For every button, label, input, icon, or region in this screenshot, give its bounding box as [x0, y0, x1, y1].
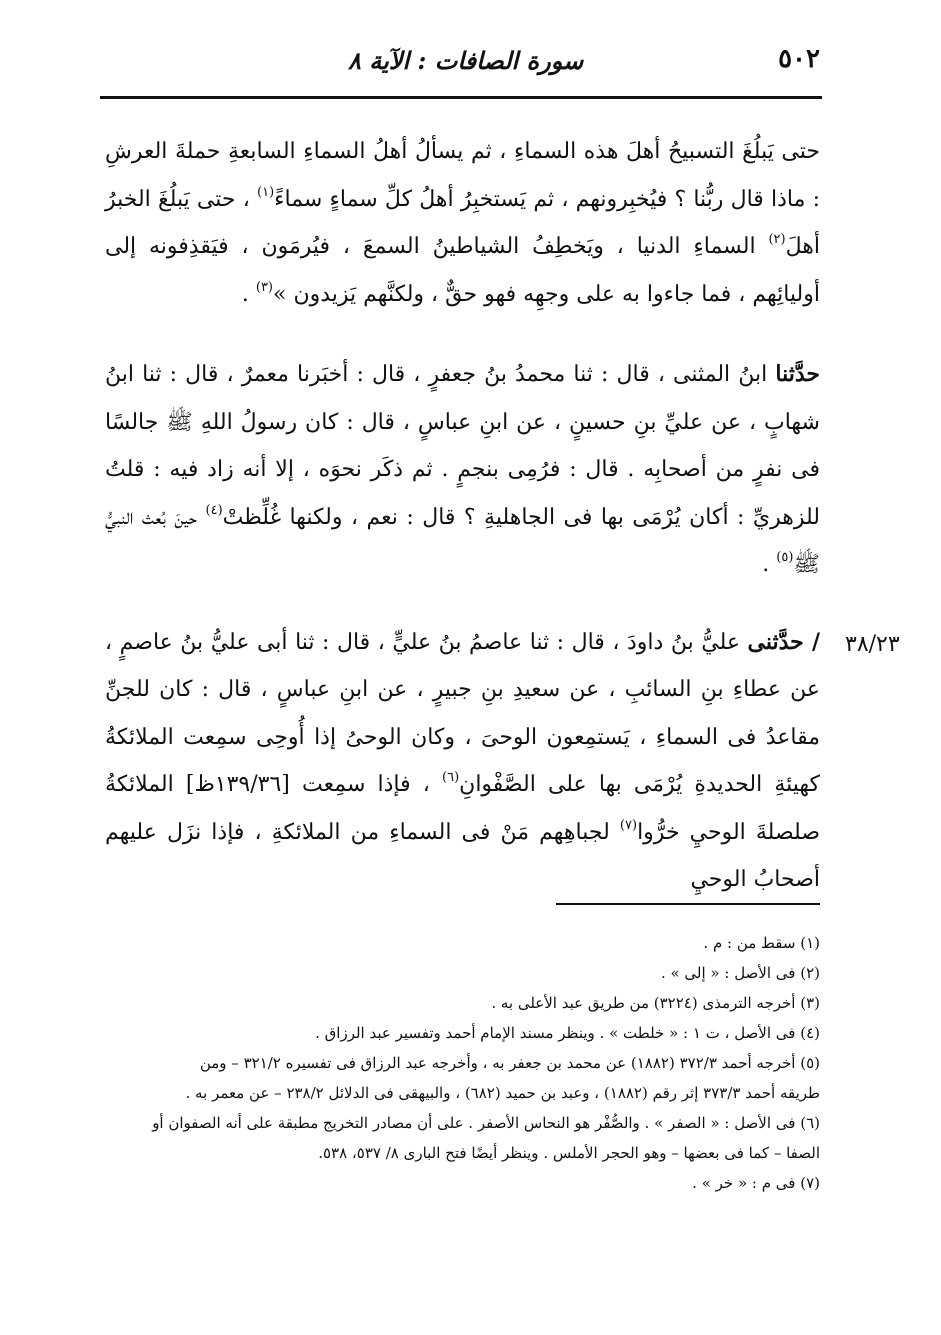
text-line: السماءِ الدنيا ، ويَخطِفُ الشياطينُ السمعَ ، فيُرمَون ، فيَقذِفونه إلى أوليائِهم ،	[105, 234, 820, 307]
footnotes	[105, 928, 820, 1198]
text-line: عن عطاءِ بنِ السائبِ ، عن سعيدِ بنِ جبيرٍ ، عن ابنِ عباسٍ ، قال : كان للجنِّ مقاعدُ	[105, 677, 820, 750]
footnote-6-line-1: (٦) فى الأصل : « الصفر » . والصُّفْر هو النحاس الأصفر . على أن مصادر التخريج مطبقة على أنه الصفوان أو	[152, 1114, 820, 1132]
footnote-ref: (٧)	[619, 817, 638, 833]
footnote-5-line-2: طريقه أحمد ٣٧٣/٣ إثر رقم (١٨٨٢) ، وعبد بن حميد (٦٨٢) ، والبيهقى فى الدلائل ٢٣٨/٢ – عن معمر به .	[185, 1084, 820, 1102]
text-line: نفرٍ من أصحابِه . قال : فرُمِى بنجمٍ . ثم ذكَر نحوَه ، إلا أنه زاد فيه : قلتُ	[105, 457, 783, 482]
footnote-2: (٢) فى الأصل : « إلى » .	[660, 964, 820, 982]
paragraph-3	[105, 619, 820, 904]
footnote-ref: (٤)	[205, 502, 223, 518]
footnote-rule	[556, 903, 820, 905]
text-line: ، فإذا سمِعت [١٣٩/٣٦ظ] الملائكةُ صلصلةَ	[105, 772, 821, 845]
footnote-ref: (٢)	[768, 232, 786, 247]
narration-lead: / حدَّثنى	[747, 628, 820, 655]
text-line: شهابٍ ، عن عليِّ بنِ حسينٍ ، عن ابنِ عباسٍ ، قال : كان رسولُ اللهِ ﷺ جالسًا فى	[105, 409, 820, 482]
text-line: فى السماءِ ، يَستمِعون الوحىَ ، وكان الوحىُ إذا أُوحِى سمِعت الملائكةُ كهيئةِ	[105, 724, 821, 797]
paragraph-2: حدَّثنا ابنُ المثنى ، قال : ثنا محمدُ بنُ جعفرٍ ، قال : أخبَرنا معمرٌ ، قال : ثنا ابنُ شهابٍ ، عن عليِّ بنِ حسينٍ ، عن ابنِ عباسٍ ، قال : كان رسولُ اللهِ ﷺ جالسًا فى نفرٍ من أصحابِه . قال : فرُمِى بنجمٍ . ثم ذكَر نحوَه ، إلا أنه زاد فيه : قلتُ للزهريِّ : أكان يُرْمَى بها فى الجاهليةِ ؟ قال : نعم ، ولكنها غُلِّظتْ$^{(٤)}$ حينَ بُعث النبيُّ ﷺ$^{(٥)}$ .	[105, 361, 820, 577]
running-title: سورة الصافات : الآية ٨	[348, 46, 584, 75]
page-number: ٥٠٢	[778, 44, 820, 74]
text-line: ، حتى يَبلُغَ الخبرُ	[105, 186, 250, 212]
footnote-ref: (٣)	[255, 279, 273, 295]
main-text	[105, 128, 820, 904]
text-line: ابنُ المثنى ، قال : ثنا محمدُ بنُ جعفرٍ ، قال : أخبَرنا معمرٌ ، قال : ثنا ابنُ	[105, 362, 768, 387]
text-line: حتى يَبلُغَ التسبيحُ أهلَ هذه السماءِ ، ثم يسألُ أهلُ السماءِ السابعةِ حملةَ العرشِ :	[105, 139, 821, 212]
text-line: النبيُّ ﷺ	[105, 504, 820, 577]
text-line: لجباهِهم مَنْ فى السماءِ من الملائكةِ ، فإذا نزَل عليهم أصحابُ الوحيِ	[105, 819, 820, 892]
footnote-7: (٧) فى م : « خر » .	[692, 1174, 820, 1192]
text-line: الحديدةِ يُرْمَى بها على الصَّفْوانِ	[459, 772, 763, 797]
text-line: الوحيِ خرُّوا	[637, 819, 746, 845]
footnote-ref: (٥)	[776, 550, 794, 565]
text-line: أهلَ	[785, 234, 820, 259]
running-header	[100, 44, 820, 92]
footnote-ref: (١)	[257, 184, 275, 200]
footnote-4: (٤) فى الأصل ، ت ١ : « خلطت » . وينظر مسند الإمام أحمد وتفسير عبد الرزاق .	[315, 1024, 820, 1042]
margin-reference: ٣٨/٢٣	[845, 632, 900, 657]
header-rule	[100, 96, 822, 99]
paragraph-1: حتى يَبلُغَ التسبيحُ أهلَ هذه السماءِ ، ثم يسألُ أهلُ السماءِ السابعةِ حملةَ العرشِ : ماذا قال ربُّنا ؟ فيُخبِرونهم ، ثم يَستخبِرُ أهلُ كلِّ سماءٍ سماءً$^{(١)}$ ، حتى يَبلُغَ الخبرُ أهلَ$^{(٢)}$ السماءِ الدنيا ، ويَخطِفُ الشياطينُ السمعَ ، فيُرمَون ، فيَقذِفونه إلى أوليائِهم ، فما جاءوا به على وجهِه فهو حقٌّ ، ولكنَّهم يَزيدون »$^{(٣)}$ .	[105, 139, 821, 307]
text-line: للزهريِّ : أكان يُرْمَى بها فى الجاهليةِ ؟ قال : نعم ، ولكنها غُلِّظتْ	[222, 504, 820, 530]
footnote-6-line-2: الصفا – كما فى بعضها – وهو الحجر الأملس . وينظر أيضًا فتح البارى ٨/ ٥٣٧، ٥٣٨.	[318, 1144, 820, 1162]
text-line: ماذا قال ربُّنا ؟ فيُخبِرونهم ، ثم يَستخبِرُ أهلُ كلِّ سماءٍ سماءً	[274, 186, 806, 212]
footnote-1: (١) سقط من : م .	[703, 934, 820, 952]
text-line: حينَ بُعث	[141, 504, 198, 530]
narration-lead: حدَّثنا	[775, 361, 820, 387]
footnote-3: (٣) أخرجه الترمذى (٣٢٢٤) من طريق عبد الأعلى به .	[491, 994, 820, 1012]
text-line: فما جاءوا به على وجهِه فهو حقٌّ ، ولكنَّهم يَزيدون »	[273, 281, 732, 307]
footnote-ref: (٦)	[442, 770, 460, 785]
text-line: عليُّ بنُ داودَ ، قال : ثنا عاصمُ بنُ عليٍّ ، قال : ثنا أبى عليُّ بنُ عاصمٍ ،	[105, 629, 740, 655]
footnote-5-line-1: (٥) أخرجه أحمد ٣٧٢/٣ (١٨٨٢) عن محمد بن جعفر به ، وأخرجه عبد الرزاق فى تفسيره ٣٢١/٢ – ومن	[199, 1054, 820, 1072]
